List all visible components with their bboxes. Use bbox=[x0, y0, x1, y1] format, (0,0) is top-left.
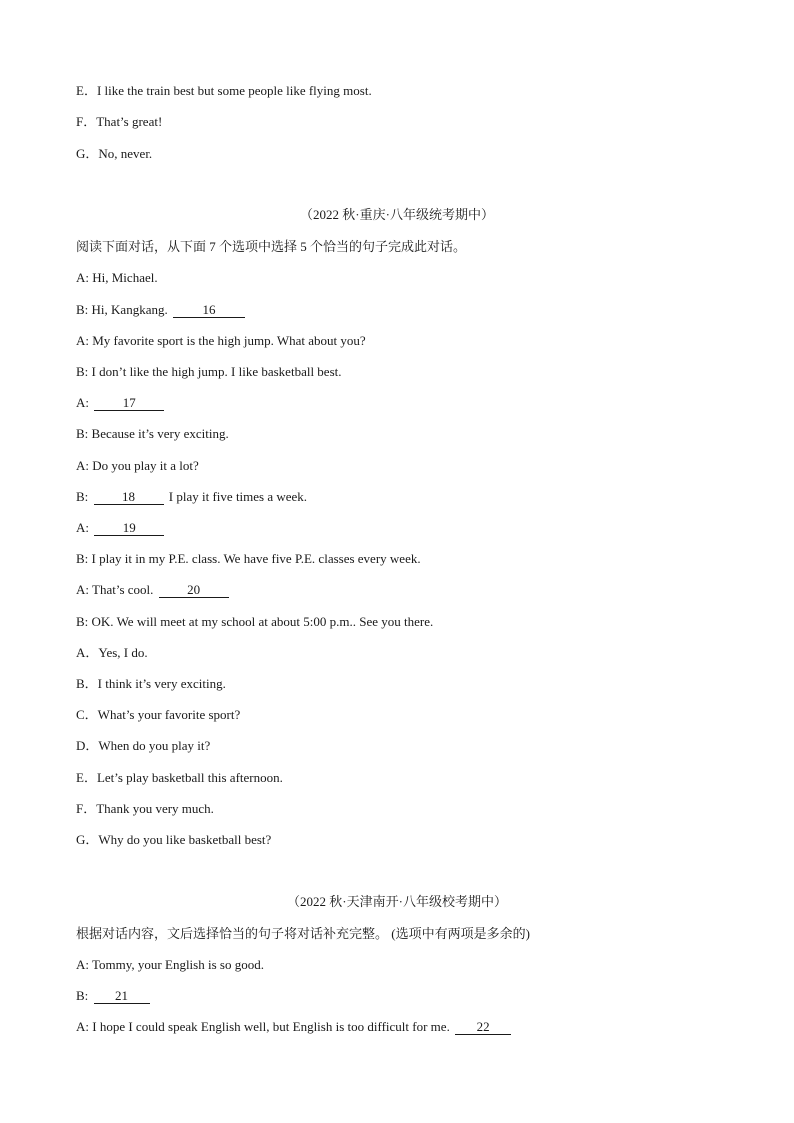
dialogue-line: B: I play it in my P.E. class. We have five P.E. classes every week. bbox=[76, 551, 421, 566]
section-instruction: 阅读下面对话，从下面 7 个选项中选择 5 个恰当的句子完成此对话。 bbox=[76, 239, 467, 254]
option-d: D．When do you play it? bbox=[76, 738, 211, 753]
dialogue-line: B: I don’t like the high jump. I like basketball best. bbox=[76, 364, 342, 379]
option-a: A．Yes, I do. bbox=[76, 645, 148, 660]
dialogue-text: I play it five times a week. bbox=[168, 489, 308, 504]
dialogue-text: A: I hope I could speak English well, but English is too difficult for me. bbox=[76, 1019, 450, 1034]
speaker-text: A: bbox=[76, 520, 89, 535]
dialogue-line bbox=[76, 395, 166, 411]
speaker-text: B: bbox=[76, 988, 89, 1003]
section-heading: （2022 秋·重庆·八年级统考期中） bbox=[300, 207, 494, 222]
dialogue-line bbox=[76, 520, 166, 536]
dialogue-line: A: My favorite sport is the high jump. What about you? bbox=[76, 333, 366, 348]
answer-blank-22: 22 bbox=[455, 1020, 511, 1035]
dialogue-line: B: OK. We will meet at my school at about 5:00 p.m.. See you there. bbox=[76, 614, 434, 629]
dialogue-line: A: Hi, Michael. bbox=[76, 270, 158, 285]
section-instruction: 根据对话内容，文后选择恰当的句子将对话补充完整。 (选项中有两项是多余的) bbox=[76, 926, 530, 941]
speaker-text: B: bbox=[76, 489, 89, 504]
answer-blank-19: 19 bbox=[94, 521, 164, 536]
option-g: G．Why do you like basketball best? bbox=[76, 832, 272, 847]
answer-blank-18: 18 bbox=[94, 490, 164, 505]
option-e: E．Let’s play basketball this afternoon. bbox=[76, 770, 283, 785]
option-e: E．I like the train best but some people like flying most. bbox=[76, 83, 372, 98]
dialogue-line: A: Do you play it a lot? bbox=[76, 458, 199, 473]
speaker-text: A: That’s cool. bbox=[76, 582, 154, 597]
option-f: F．Thank you very much. bbox=[76, 801, 214, 816]
option-c: C．What’s your favorite sport? bbox=[76, 707, 241, 722]
dialogue-line bbox=[76, 1019, 513, 1035]
option-b: B．I think it’s very exciting. bbox=[76, 676, 226, 691]
dialogue-line bbox=[76, 302, 247, 318]
answer-blank-21: 21 bbox=[94, 989, 150, 1004]
answer-blank-20: 20 bbox=[159, 583, 229, 598]
dialogue-line bbox=[76, 489, 307, 505]
option-f: F．That’s great! bbox=[76, 114, 163, 129]
answer-blank-17: 17 bbox=[94, 396, 164, 411]
dialogue-line bbox=[76, 988, 152, 1004]
option-g: G．No, never. bbox=[76, 146, 153, 161]
section-heading: （2022 秋·天津南开·八年级校考期中） bbox=[287, 894, 507, 909]
dialogue-line bbox=[76, 582, 231, 598]
answer-blank-16: 16 bbox=[173, 303, 245, 318]
dialogue-line: A: Tommy, your English is so good. bbox=[76, 957, 264, 972]
speaker-text: B: Hi, Kangkang. bbox=[76, 302, 168, 317]
dialogue-line: B: Because it’s very exciting. bbox=[76, 426, 229, 441]
speaker-text: A: bbox=[76, 395, 89, 410]
